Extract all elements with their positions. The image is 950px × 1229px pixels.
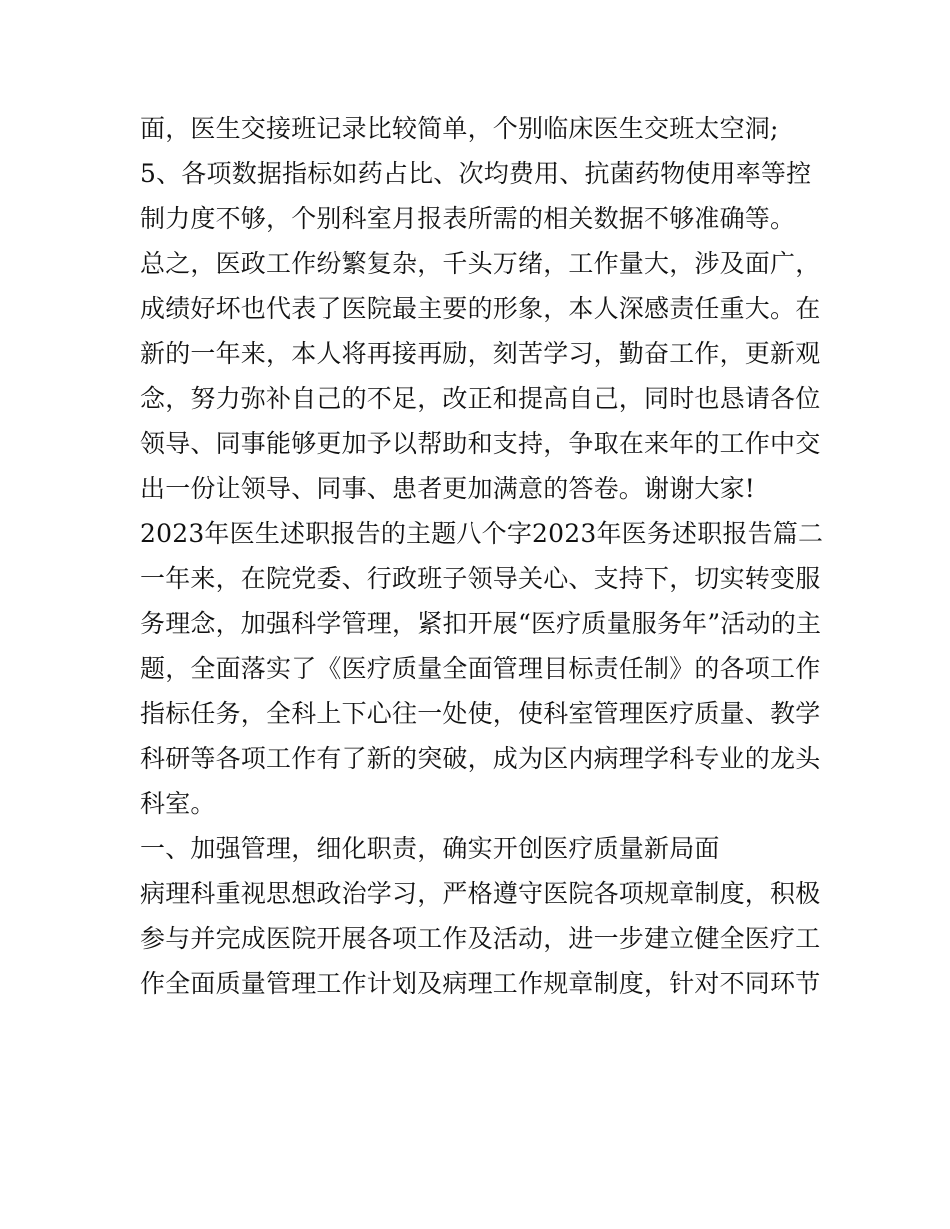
section-heading: 2023年医生述职报告的主题八个字2023年医务述职报告篇二 bbox=[140, 519, 824, 548]
text-line: 制力度不够，个别科室月报表所需的相关数据不够准确等。 bbox=[140, 204, 796, 233]
text-line: 务理念，加强科学管理，紧扣开展“医疗质量服务年”活动的主 bbox=[140, 609, 822, 638]
text-line: 作全面质量管理工作计划及病理工作规章制度，针对不同环节 bbox=[140, 969, 821, 998]
text-line: 指标任务，全科上下心往一处使，使科室管理医疗质量、教学 bbox=[140, 699, 821, 728]
text-line: 总之，医政工作纷繁复杂，千头万绪，工作量大，涉及面广， bbox=[140, 249, 821, 278]
text-line: 参与并完成医院开展各项工作及活动，进一步建立健全医疗工 bbox=[140, 924, 821, 953]
text-line: 题，全面落实了《医疗质量全面管理目标责任制》的各项工作 bbox=[140, 654, 821, 683]
text-line: 成绩好坏也代表了医院最主要的形象，本人深感责任重大。在 bbox=[140, 294, 821, 323]
text-line: 5、各项数据指标如药占比、次均费用、抗菌药物使用率等控 bbox=[140, 159, 812, 188]
text-line: 出一份让领导、同事、患者更加满意的答卷。谢谢大家! bbox=[140, 474, 756, 503]
body-text bbox=[140, 106, 824, 1006]
text-line: 领导、同事能够更加予以帮助和支持，争取在来年的工作中交 bbox=[140, 429, 821, 458]
text-line: 新的一年来，本人将再接再励，刻苦学习，勤奋工作，更新观 bbox=[140, 339, 821, 368]
text-line: 一年来，在院党委、行政班子领导关心、支持下，切实转变服 bbox=[140, 564, 821, 593]
text-line: 科室。 bbox=[140, 789, 216, 818]
text-line: 念，努力弥补自己的不足，改正和提高自己，同时也恳请各位 bbox=[140, 384, 821, 413]
text-line: 科研等各项工作有了新的突破，成为区内病理学科专业的龙头 bbox=[140, 744, 821, 773]
text-line: 病理科重视思想政治学习，严格遵守医院各项规章制度，积极 bbox=[140, 879, 821, 908]
section-heading: 一、加强管理，细化职责，确实开创医疗质量新局面 bbox=[140, 834, 720, 863]
text-line: 面，医生交接班记录比较简单，个别临床医生交班太空洞; bbox=[140, 114, 779, 143]
